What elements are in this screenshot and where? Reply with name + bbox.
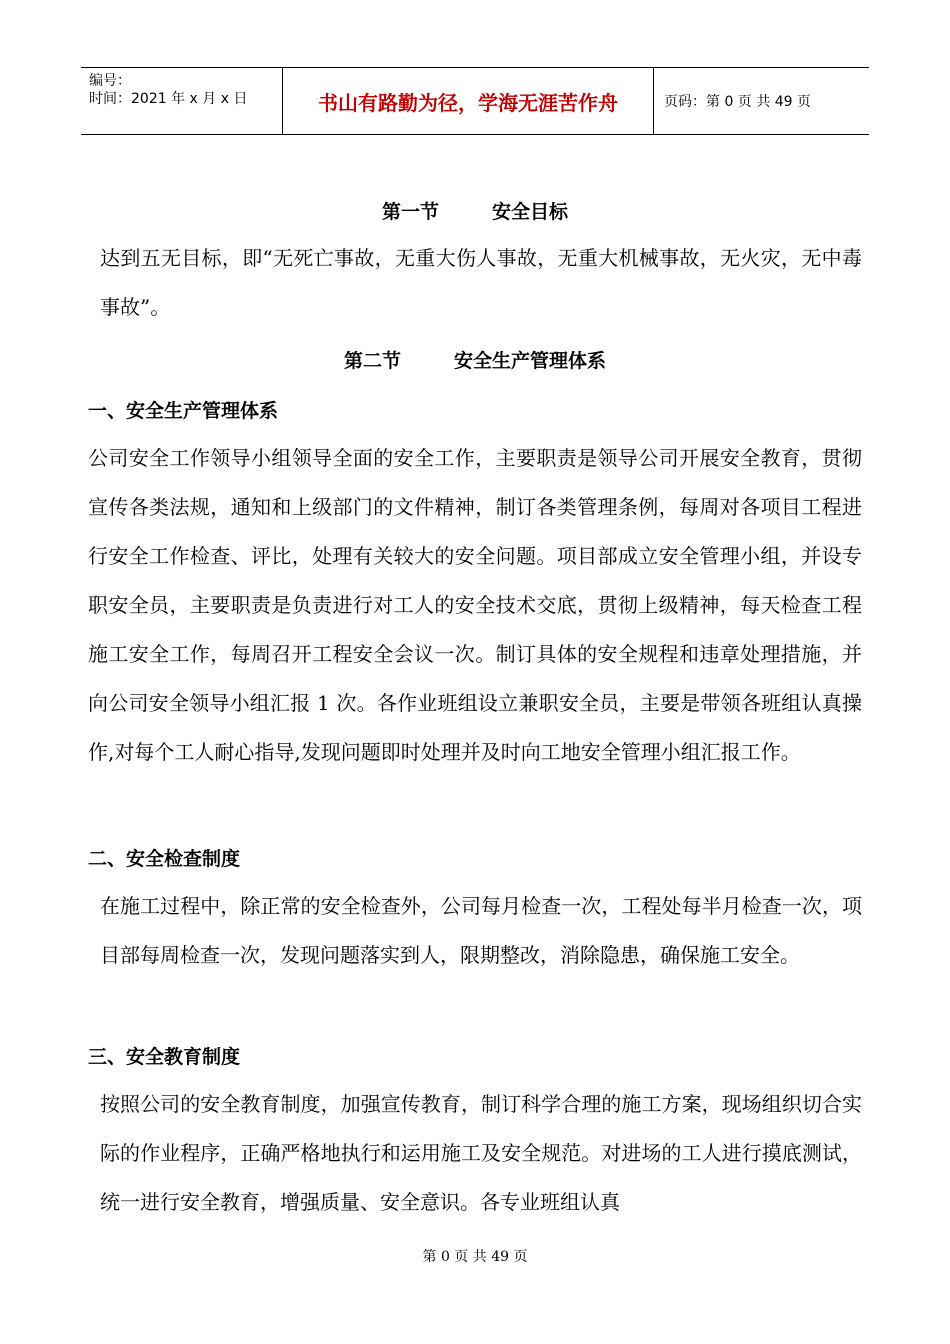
section-1-text: 达到五无目标，即“无死亡事故，无重大伤人事故，无重大机械事故，无火灾，无中毒事故”。 <box>100 246 862 319</box>
part-1-text: 公司安全工作领导小组领导全面的安全工作，主要职责是领导公司开展安全教育，贯彻宣传各类法规，通知和上级部门的文件精神，制订各类管理条例，每周对各项目工程进行安全工作检查、评比，处理有关较大的安全问题。项目部成立安全管理小组，并设专职安全员，主要职责是负责进行对工人的安全技术交底，贯彻上级精神，每天检查工程施工安全工作，每周召开工程安全会议一次。制订具体的安全规程和违章处理措施，并向公司安全领导小组汇报 1 次。各作业班组设立兼职安全员，主要是带领各班组认真操作,对每个工人耐心指导,发现问题即时处理并及时向工地安全管理小组汇报工作。 <box>88 446 862 764</box>
part-1-heading: 一、安全生产管理体系 <box>88 400 279 422</box>
header-meta <box>81 68 283 134</box>
section-title-2: 第二节 安全生产管理体系 <box>344 350 606 372</box>
document-header <box>81 67 869 135</box>
part-2-text: 在施工过程中，除正常的安全检查外，公司每月检查一次，工程处每半月检查一次，项目部每周检查一次，发现问题落实到人，限期整改，消除隐患，确保施工安全。 <box>100 894 862 967</box>
time-label: 时间：2021 年 x 月 x 日 <box>89 91 248 107</box>
header-page-label: 页码：第 0 页 共 49 页 <box>664 94 811 110</box>
header-motto: 书山有路勤为径，学海无涯苦作舟 <box>283 68 654 134</box>
number-label: 编号： <box>89 73 131 89</box>
part-3-heading: 三、安全教育制度 <box>88 1046 241 1068</box>
part-3-text: 按照公司的安全教育制度，加强宣传教育，制订科学合理的施工方案，现场组织切合实际的作业程序，正确严格地执行和运用施工及安全规范。对进场的工人进行摸底测试，统一进行安全教育，增强质量、安全意识。各专业班组认真 <box>100 1092 862 1214</box>
section-title-1: 第一节 安全目标 <box>382 201 568 223</box>
page-footer: 第 0 页 共 49 页 <box>422 1249 528 1265</box>
part-2-heading: 二、安全检查制度 <box>88 848 241 870</box>
